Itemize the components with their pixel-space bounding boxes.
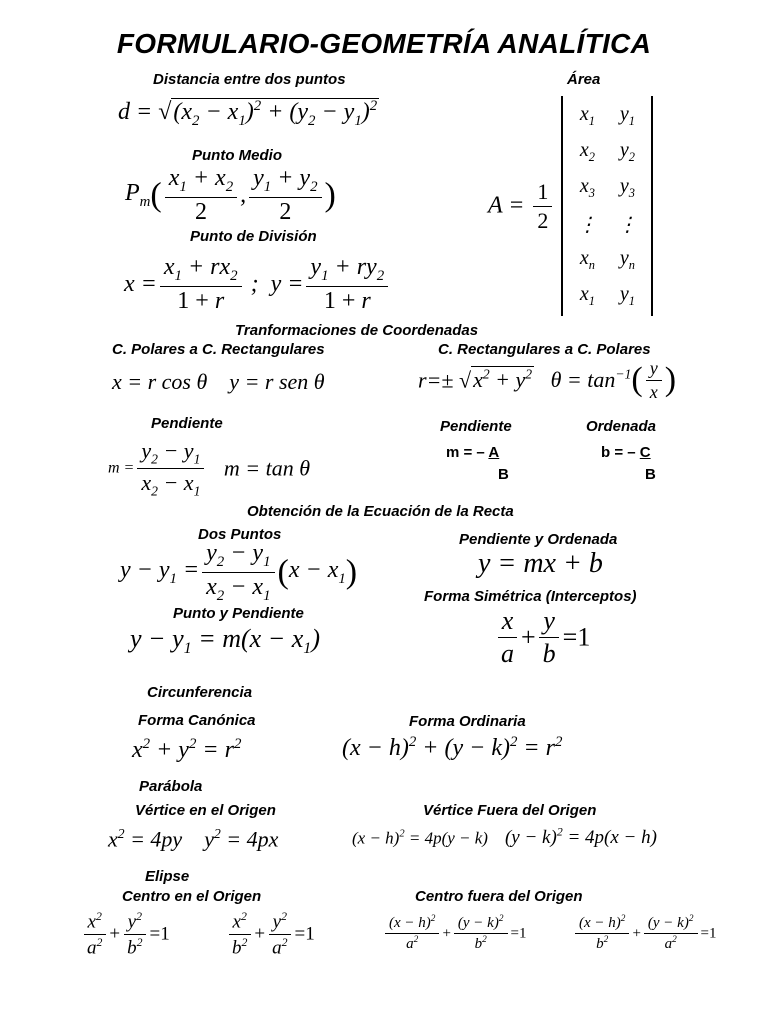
formula-area: A = $\frac{1}{2}$ $x_1$ $y_1$ $x_2$ $y_2$ $x_3$ $y_3$ ⋮ ⋮ $x_n$ $y_n$ $x_1$ $y_1$ bbox=[488, 96, 653, 316]
formula-pendiente-ordenada: y = mx + b bbox=[478, 548, 603, 579]
heading-dos-puntos: Dos Puntos bbox=[198, 526, 282, 543]
formula-punto-division: x = $\frac{x_1 + rx_2}{1 + r}$ ; y = $\frac{y_1 + ry_2}{1 + r}$ bbox=[124, 254, 391, 315]
heading-parabola: Parábola bbox=[139, 778, 203, 795]
formula-pendiente-general bbox=[446, 444, 499, 461]
formula-distancia: $d = √(x_2 - x_1)^2 + (y_2 - y_1)^2$ bbox=[118, 98, 378, 129]
formula-polares-rect: x = r cos θ y = r sen θ bbox=[112, 369, 325, 394]
formula-forma-ordinaria: $(x - h)^2 + (y - k)^2 = r^2$ bbox=[342, 734, 563, 761]
heading-distancia: Distancia entre dos puntos bbox=[153, 71, 346, 88]
heading-forma-ordinaria: Forma Ordinaria bbox=[409, 713, 526, 730]
m-numerator: A bbox=[488, 444, 500, 461]
formula-rect-polares: $r=\pm √x^2 + y^2$ $\theta = \tan^{-1}$( $\frac{y}{x}$ ) bbox=[418, 358, 677, 402]
m-denominator: B bbox=[498, 466, 509, 483]
b-numerator: C bbox=[639, 444, 651, 461]
heading-forma-simetrica: Forma Simétrica (Interceptos) bbox=[424, 588, 637, 605]
heading-vertice-origen: Vértice en el Origen bbox=[135, 802, 276, 819]
heading-area: Área bbox=[567, 71, 601, 88]
formula-ordenada bbox=[601, 444, 651, 461]
heading-punto-pendiente: Punto y Pendiente bbox=[173, 605, 304, 622]
formula-elipse-origen-1: $\frac{x^2}{a^2}$ + $\frac{y^2}{b^2}$ =1 bbox=[80, 910, 170, 959]
heading-pendiente: Pendiente bbox=[151, 415, 223, 432]
heading-circunferencia: Circunferencia bbox=[147, 684, 253, 701]
heading-centro-fuera: Centro fuera del Origen bbox=[415, 888, 583, 905]
area-matrix: $x_1$ $y_1$ $x_2$ $y_2$ $x_3$ $y_3$ ⋮ ⋮ $x_n$ $y_n$ $x_1$ $y_1$ bbox=[561, 96, 653, 316]
m-lhs: m = – bbox=[446, 444, 485, 461]
formula-vertice-origen: $x^2 = 4py$ $y^2 = 4px$ bbox=[108, 826, 279, 852]
heading-forma-canonica: Forma Canónica bbox=[138, 712, 256, 729]
heading-punto-medio: Punto Medio bbox=[192, 147, 282, 164]
formula-vertice-fuera: $(x - h)^2 = 4p(y - k)$ $(y - k)^2 = 4p(x - h)$ bbox=[352, 826, 657, 849]
heading-pendiente-ordenada: Pendiente y Ordenada bbox=[459, 531, 618, 548]
heading-pendiente-general: Pendiente bbox=[440, 418, 512, 435]
formula-punto-medio: $P_m$( $\frac{x_1 + x_2}{2}$ , $\frac{y_1 + y_2}{2}$ ) bbox=[125, 165, 336, 225]
heading-vertice-fuera: Vértice Fuera del Origen bbox=[423, 802, 597, 819]
formula-forma-simetrica: $\frac{x}{a}$ + $\frac{y}{b}$ =1 bbox=[494, 606, 590, 669]
heading-ordenada: Ordenada bbox=[586, 418, 657, 435]
page-title: FORMULARIO-GEOMETRÍA ANALÍTICA bbox=[116, 28, 652, 59]
formula-elipse-fuera-2: $\frac{(x - h)^2}{b^2}$ + $\frac{(y - k)^2}{a^2}$ =1 bbox=[572, 914, 716, 954]
heading-transformaciones: Tranformaciones de Coordenadas bbox=[235, 322, 479, 339]
b-denominator: B bbox=[645, 466, 656, 483]
heading-centro-origen: Centro en el Origen bbox=[122, 888, 262, 905]
formula-pendiente: m = $\frac{y_2 - y_1}{x_2 - x_1}$ m = tan θ bbox=[108, 438, 311, 499]
heading-punto-division: Punto de División bbox=[190, 228, 317, 245]
formula-elipse-fuera-1: $\frac{(x - h)^2}{a^2}$ + $\frac{(y - k)^2}{b^2}$ =1 bbox=[382, 914, 526, 954]
heading-polares-rect: C. Polares a C. Rectangulares bbox=[112, 341, 325, 358]
formula-forma-canonica: $x^2 + y^2 = r^2$ bbox=[132, 736, 242, 763]
formula-elipse-origen-2: $\frac{x^2}{b^2}$ + $\frac{y^2}{a^2}$ =1 bbox=[225, 910, 315, 959]
b-lhs: b = – bbox=[601, 444, 636, 461]
heading-rect-polares: C. Rectangulares a C. Polares bbox=[438, 341, 651, 358]
formula-punto-pendiente: $y - y_1 = m(x - x_1)$ bbox=[130, 624, 321, 658]
formula-dos-puntos: $y - y_1$ = $\frac{y_2 - y_1}{x_2 - x_1}$ $(x - x_1)$ bbox=[120, 540, 358, 604]
heading-ecuacion-recta: Obtención de la Ecuación de la Recta bbox=[247, 503, 514, 520]
heading-elipse: Elipse bbox=[145, 868, 190, 885]
